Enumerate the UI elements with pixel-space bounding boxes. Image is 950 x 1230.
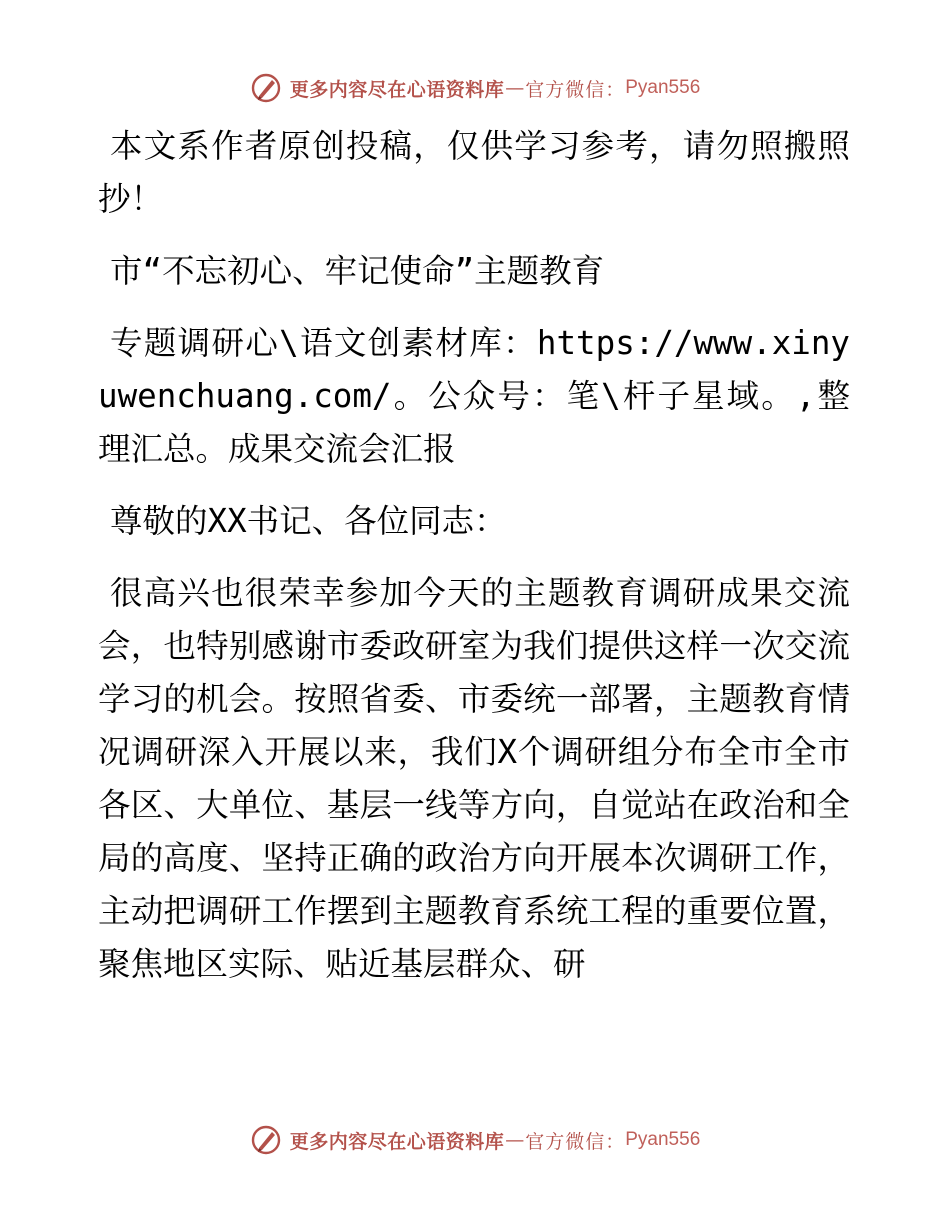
paragraph-title: 市“不忘初心、牢记使命”主题教育 — [110, 252, 605, 290]
banner-brand-text: 更多内容尽在心语资料库 — [289, 1130, 505, 1153]
paragraph-body: 很高兴也很荣幸参加今天的主题教育调研成果交流会，也特别感谢市委政研室为我们提供这样一次交流学习的机会。按照省委、市委统一部署，主题教育情况调研深入开展以来，我们X个调研组分布全市全市各区、大单位、基层一线等方向，自觉站在政治和全局的高度、坚持正确的政治方向开展本次调研工作，主动把调研工作摆到主题教育系统工程的重要位置，聚焦地区实际、贴近基层群众、研 — [98, 574, 850, 983]
document-body — [98, 120, 850, 1010]
pen-circle-logo-icon — [250, 72, 282, 104]
banner-brand-text: 更多内容尽在心语资料库 — [289, 78, 505, 101]
paragraph-salutation: 尊敬的XX书记、各位同志： — [110, 502, 507, 540]
banner-dash: — — [505, 77, 525, 99]
banner-wechat-id: Pyan556 — [625, 77, 701, 98]
banner-wechat-label: 官方微信： — [525, 78, 626, 101]
banner-dash: — — [505, 1129, 525, 1151]
banner-wechat-id: Pyan556 — [625, 1129, 701, 1150]
paragraph-disclaimer: 本文系作者原创投稿，仅供学习参考，请勿照搬照抄！ — [98, 127, 850, 218]
banner-wechat-label: 官方微信： — [525, 1130, 626, 1153]
pen-circle-logo-icon — [250, 1124, 282, 1156]
footer-watermark-banner — [0, 1122, 950, 1158]
header-watermark-banner — [0, 70, 950, 106]
paragraph-subtitle: 专题调研心\语文创素材库：https://www.xinyuwenchuang.com/。公众号：笔\杆子星域。,整理汇总。成果交流会汇报 — [98, 324, 850, 468]
